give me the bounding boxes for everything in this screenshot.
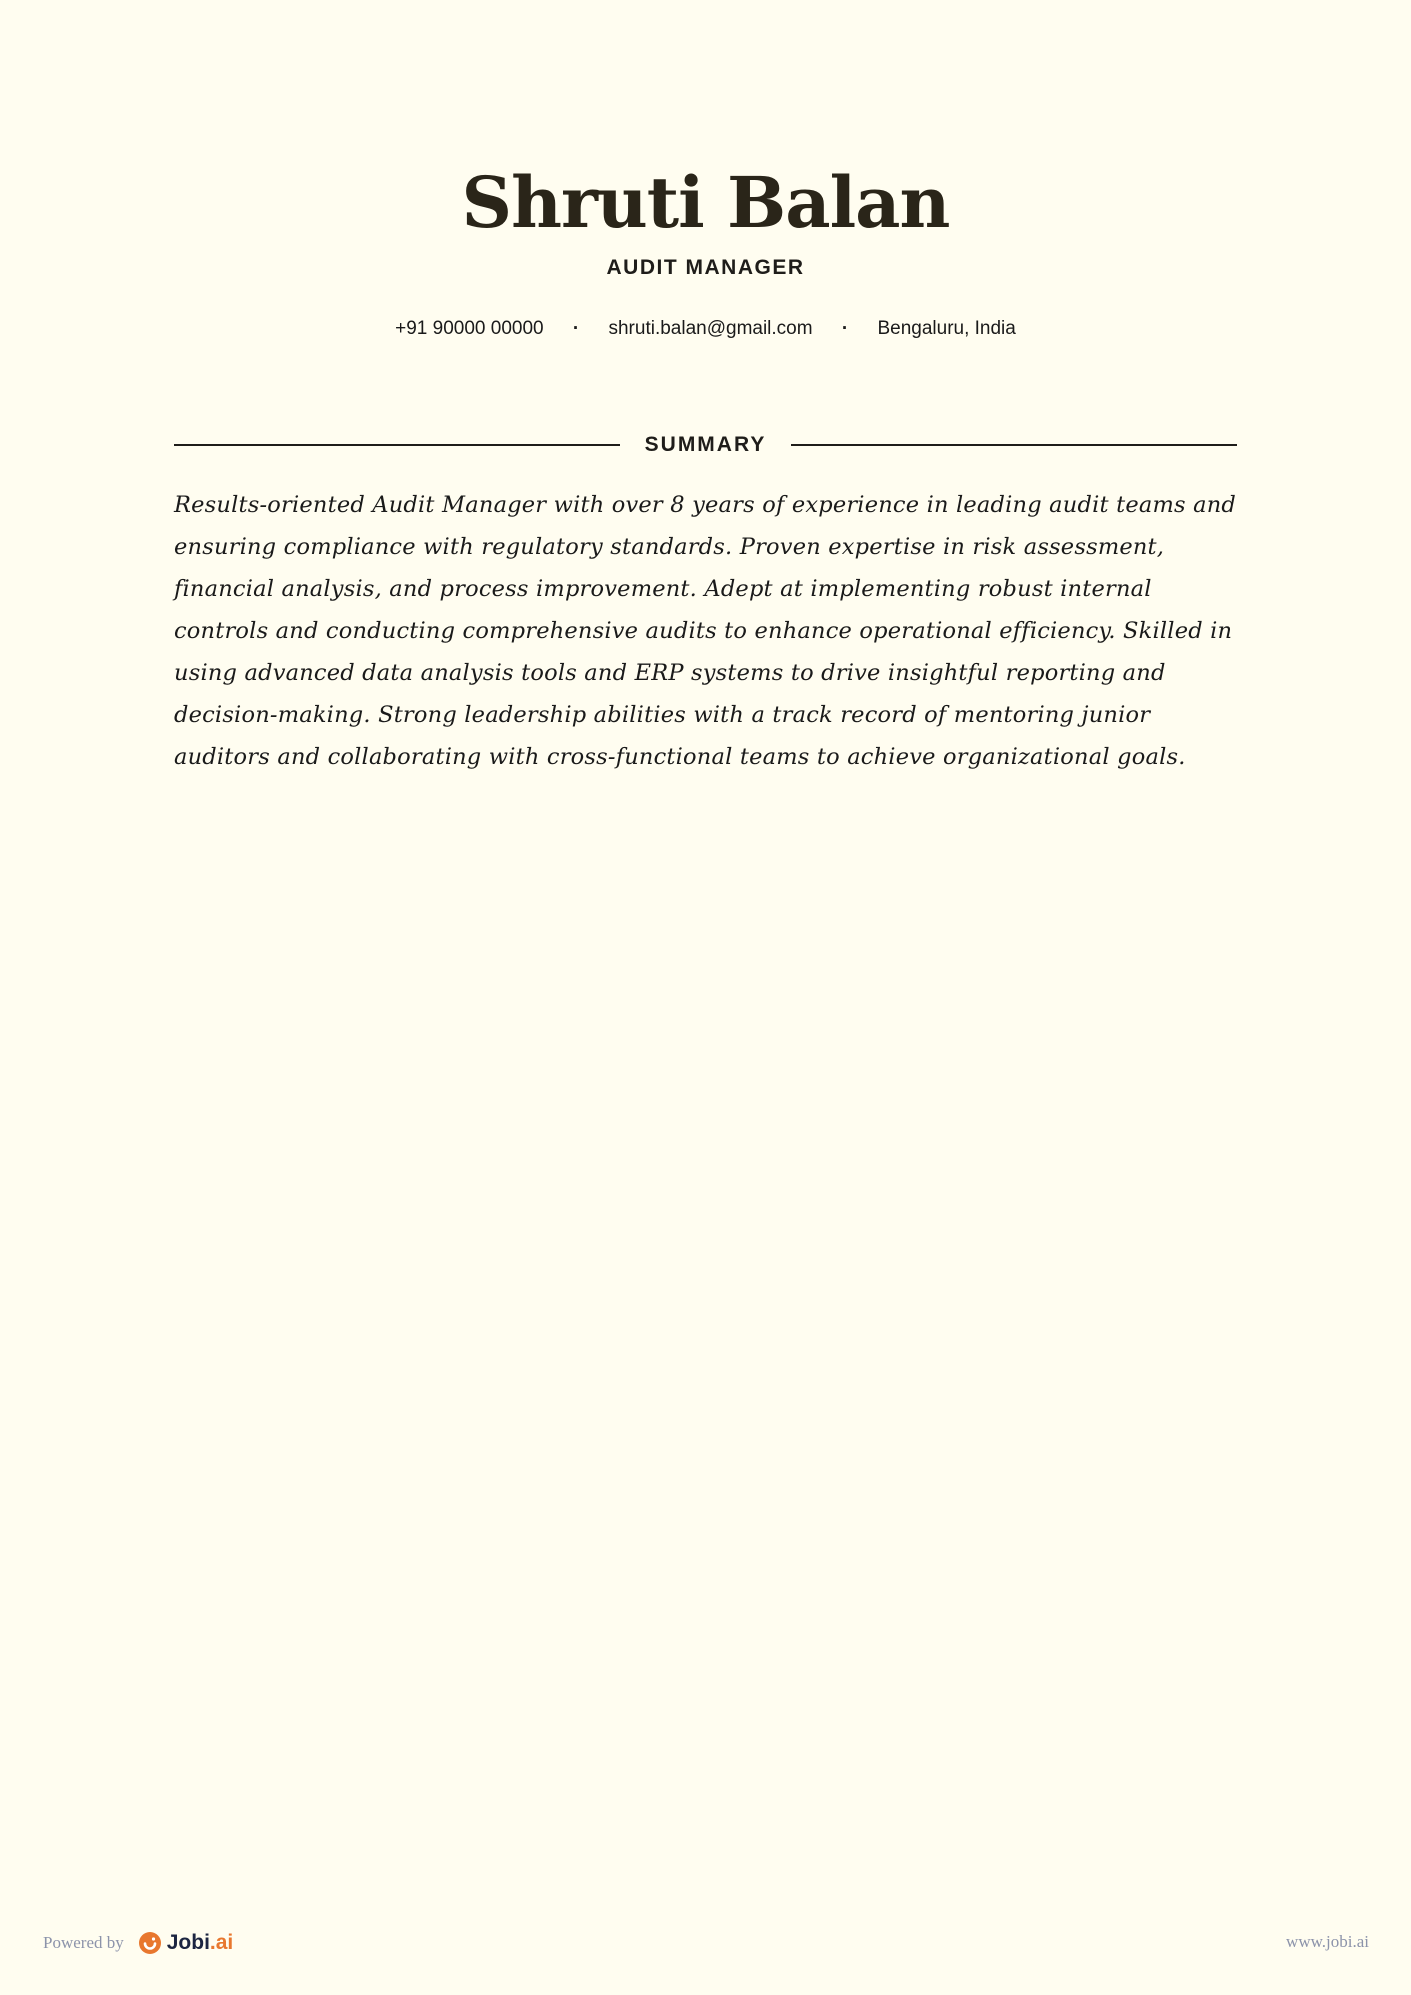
job-title: AUDIT MANAGER xyxy=(606,256,805,279)
contact-separator: · xyxy=(841,318,849,339)
contact-line xyxy=(0,316,1411,342)
jobi-logo-icon xyxy=(138,1931,162,1955)
logo-accent-text: .ai xyxy=(209,1931,234,1954)
contact-separator: · xyxy=(572,318,580,339)
summary-heading-label: SUMMARY xyxy=(644,433,767,456)
heading-rule-left xyxy=(174,444,620,446)
jobi-logo-text xyxy=(167,1931,234,1955)
contact-phone: +91 90000 00000 xyxy=(395,318,544,339)
heading-rule-right xyxy=(791,444,1237,446)
contact-email[interactable]: shruti.balan@gmail.com xyxy=(608,318,813,339)
contact-location: Bengaluru, India xyxy=(877,318,1016,339)
footer-website-link[interactable]: www.jobi.ai xyxy=(1286,1932,1369,1951)
logo-main-text: Jobi xyxy=(166,1931,210,1954)
footer-branding[interactable] xyxy=(43,1930,233,1956)
summary-heading xyxy=(174,430,1237,460)
summary-text: Results-oriented Audit Manager with over 8 years of experience in leading audit teams and ensuring compliance with regulatory standards. Proven expertise in risk assessment, financial analysis, and process improvement. Adept at implementing robust internal controls and conducting comprehensive audits to enhance operational efficiency. Skilled in using advanced data analysis tools and ERP systems to drive insightful reporting and decision-making. Strong leadership abilities with a track record of mentoring junior auditors and collaborating with cross-functional teams to achieve organizational goals. xyxy=(174,492,1236,770)
candidate-name: Shruti Balan xyxy=(461,161,950,244)
powered-by-label: Powered by xyxy=(43,1933,124,1952)
